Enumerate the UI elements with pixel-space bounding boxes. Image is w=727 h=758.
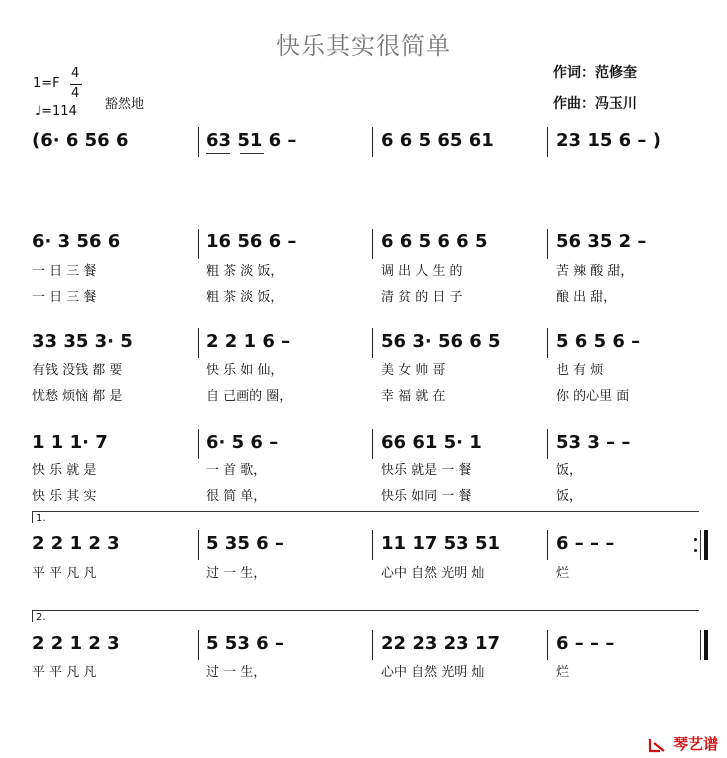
volta-bracket-end <box>32 511 33 523</box>
barline <box>198 630 199 660</box>
lyric-line: 也 有 烦 <box>556 363 604 378</box>
measure: 63 51 6 – <box>206 130 297 151</box>
measure: 6 – – – <box>556 633 615 654</box>
barline <box>198 328 199 358</box>
watermark <box>648 733 718 754</box>
measure: 6· 5 6 – <box>206 432 279 453</box>
barline <box>372 229 373 259</box>
lyric-line: 调 出 人 生 的 <box>381 264 463 279</box>
measure: 2 2 1 2 3 <box>32 533 120 554</box>
lyric-line: 饭， <box>556 489 583 504</box>
lyric-line: 一 日 三 餐 <box>32 264 97 279</box>
final-barline-thick <box>704 630 708 660</box>
barline <box>372 630 373 660</box>
measure: 23 15 6 – ) <box>556 130 661 151</box>
measure: 6· 3 56 6 <box>32 231 121 252</box>
barline <box>547 328 548 358</box>
lyric-line: 快 乐 如 仙， <box>206 363 284 378</box>
lyric-line: 快乐 如同 一 餐 <box>381 489 472 504</box>
lyric-line: 过 一 生， <box>206 566 267 581</box>
barline <box>547 530 548 560</box>
measure: 66 61 5· 1 <box>381 432 482 453</box>
volta-bracket <box>32 511 699 512</box>
lyric-line: 粗 茶 淡 饭， <box>206 290 284 305</box>
measure: 2 2 1 6 – <box>206 331 291 352</box>
measure: 53 3 – – <box>556 432 631 453</box>
measure: 5 6 5 6 – <box>556 331 641 352</box>
lyric-line: 一 日 三 餐 <box>32 290 97 305</box>
barline <box>372 127 373 157</box>
measure: 2 2 1 2 3 <box>32 633 120 654</box>
lyric-line: 快乐 就是 一 餐 <box>381 463 472 478</box>
lyric-line: 有钱 没钱 都 要 <box>32 363 123 378</box>
measure: 56 3· 56 6 5 <box>381 331 501 352</box>
measure: 6 6 5 6 6 5 <box>381 231 488 252</box>
lyric-line: 苦 辣 酸 甜， <box>556 264 634 279</box>
lyric-line: 美 女 帅 哥 <box>381 363 446 378</box>
lyric-line: 很 简 单， <box>206 489 267 504</box>
measure: 22 23 23 17 <box>381 633 500 654</box>
measure: 5 53 6 – <box>206 633 284 654</box>
song-title: 快乐其实很简单 <box>276 32 451 60</box>
composer: 作曲：冯玉川 <box>553 96 637 112</box>
lyric-line: 烂 <box>556 566 570 581</box>
lyricist: 作词：范修奎 <box>553 65 637 81</box>
lyric-line: 一 首 歌， <box>206 463 267 478</box>
lyric-line: 自 己画的 圈， <box>206 389 293 404</box>
lyric-line: 幸 福 就 在 <box>381 389 446 404</box>
watermark-text: 琴艺谱 <box>673 735 719 753</box>
volta-bracket <box>32 610 699 611</box>
measure: 33 35 3· 5 <box>32 331 133 352</box>
barline <box>547 429 548 459</box>
barline <box>198 127 199 157</box>
key-signature: 1=F <box>33 76 60 91</box>
underline <box>206 153 230 154</box>
time-sig-bottom: 4 <box>71 86 80 101</box>
measure: 6 – – – <box>556 533 615 554</box>
measure: 5 35 6 – <box>206 533 284 554</box>
repeat-barline-thin <box>700 530 701 560</box>
barline <box>547 229 548 259</box>
time-sig-top: 4 <box>71 66 80 81</box>
lyric-line: 快 乐 其 实 <box>32 489 97 504</box>
lyric-line: 心中 自然 光明 灿 <box>381 566 485 581</box>
lyric-line: 心中 自然 光明 灿 <box>381 665 485 680</box>
volta-number: 1. <box>36 513 46 524</box>
time-sig-line <box>70 84 82 85</box>
lyric-line: 清 贫 的 日 子 <box>381 290 463 305</box>
lyric-line: 饭， <box>556 463 583 478</box>
lyric-line: 平 平 凡 凡 <box>32 665 97 680</box>
repeat-dot <box>694 538 697 541</box>
lyric-line: 快 乐 就 是 <box>32 463 97 478</box>
barline <box>198 429 199 459</box>
expression-mark: 豁然地 <box>105 97 145 112</box>
lyric-line: 酿 出 甜， <box>556 290 617 305</box>
measure: 6 6 5 65 61 <box>381 130 494 151</box>
watermark-logo-icon <box>648 737 668 753</box>
tempo-mark: ♩=114 <box>35 104 77 119</box>
measure: (6· 6 56 6 <box>32 130 129 151</box>
barline <box>372 328 373 358</box>
final-barline-thin <box>700 630 701 660</box>
lyric-line: 粗 茶 淡 饭， <box>206 264 284 279</box>
barline <box>198 229 199 259</box>
underline <box>240 153 264 154</box>
lyric-line: 忧愁 烦恼 都 是 <box>32 389 123 404</box>
barline <box>198 530 199 560</box>
barline <box>547 127 548 157</box>
measure: 11 17 53 51 <box>381 533 500 554</box>
repeat-barline-thick <box>704 530 708 560</box>
barline <box>372 530 373 560</box>
lyric-line: 过 一 生， <box>206 665 267 680</box>
volta-bracket-end <box>32 610 33 622</box>
measure: 1 1 1· 7 <box>32 432 108 453</box>
barline <box>372 429 373 459</box>
volta-number: 2. <box>36 612 46 623</box>
measure: 56 35 2 – <box>556 231 647 252</box>
barline <box>547 630 548 660</box>
lyric-line: 平 平 凡 凡 <box>32 566 97 581</box>
repeat-dot <box>694 549 697 552</box>
lyric-line: 烂 <box>556 665 570 680</box>
lyric-line: 你 的心里 面 <box>556 389 630 404</box>
measure: 16 56 6 – <box>206 231 297 252</box>
